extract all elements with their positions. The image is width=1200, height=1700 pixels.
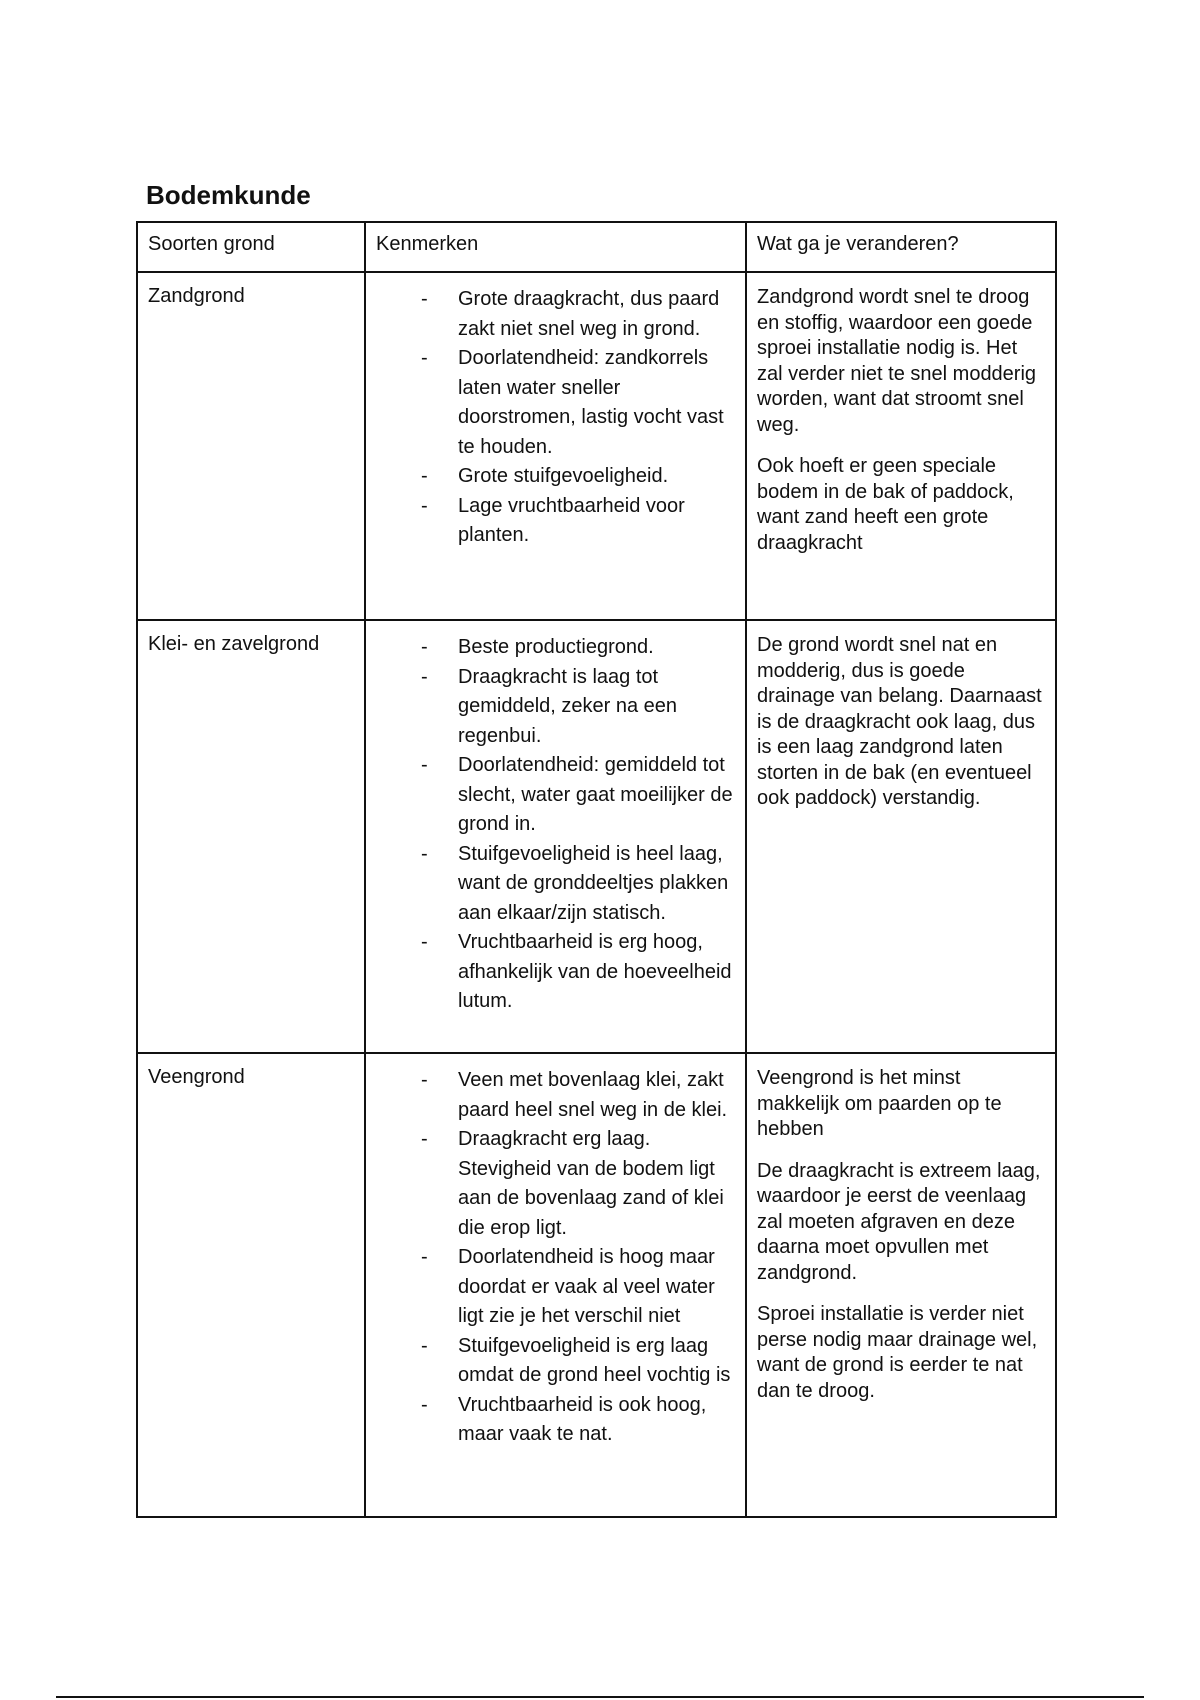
list-item: - Lage vruchtbaarheid voor planten. [376,492,735,551]
features-cell [365,272,746,620]
change-paragraph: Ook hoeft er geen speciale bodem in de bak of paddock, want zand heeft een grote draagkracht [757,455,1014,554]
bullet-dash: - [421,494,428,517]
changes-cell [746,620,1056,1053]
features-list [376,633,735,1017]
bullet-dash: - [421,931,428,953]
list-item: - Grote draagkracht, dus paard zakt niet snel weg in grond. [376,285,735,344]
features-cell [365,1053,746,1517]
bullet-dash: - [421,1246,428,1268]
bullet-dash: - [421,465,428,487]
list-item: - Stuifgevoeligheid is heel laag, want de gronddeeltjes plakken aan elkaar/zijn statisch. [376,840,735,929]
list-item: - Doorlatendheid: zandkorrels laten water sneller doorstromen, lastig vocht vast te houden. [376,344,735,462]
header-soil-type: Soorten grond [137,222,365,272]
list-item: - Doorlatendheid: gemiddeld tot slecht, water gaat moeilijker de grond in. [376,751,735,840]
bullet-dash: - [421,754,428,776]
list-item: - Stuifgevoeligheid is erg laag omdat de grond heel vochtig is [376,1332,735,1391]
features-list [376,1066,735,1450]
features-cell [365,620,746,1053]
change-paragraph: De grond wordt snel nat en modderig, dus is goede drainage van belang. Daarnaast is de draagkracht ook laag, dus is een laag zandgrond laten storten in de bak (en eventueel ook paddock) verstandig. [757,634,1042,809]
table-row [137,1053,1056,1517]
list-item: - Draagkracht is laag tot gemiddeld, zeker na een regenbui. [376,663,735,752]
list-item: - Doorlatendheid is hoog maar doordat er vaak al veel water ligt zie je het verschil niet [376,1243,735,1332]
table-row [137,272,1056,620]
change-paragraph: Sproei installatie is verder niet perse nodig maar drainage wel, want de grond is eerder te nat dan te droog. [757,1303,1038,1402]
list-item: - Vruchtbaarheid is erg hoog, afhankelijk van de hoeveelheid lutum. [376,928,735,1017]
change-paragraph: Zandgrond wordt snel te droog en stoffig, waardoor een goede sproei installatie nodig is. Het zal verder niet te snel modderig worden, want dat stroomt snel weg. [757,286,1037,436]
list-item: - Grote stuifgevoeligheid. [376,462,735,492]
bullet-dash: - [421,665,428,688]
list-item: - Vruchtbaarheid is ook hoog, maar vaak te nat. [376,1391,735,1450]
changes-cell [746,1053,1056,1517]
features-list [376,285,735,551]
list-item: - Beste productiegrond. [376,633,735,663]
change-paragraph: De draagkracht is extreem laag, waardoor je eerst de veenlaag zal moeten afgraven en deze daarna moet opvullen met zandgrond. [757,1159,1041,1284]
bullet-dash: - [421,1128,428,1150]
list-item: - Veen met bovenlaag klei, zakt paard heel snel weg in de klei. [376,1066,735,1125]
bullet-dash: - [421,1393,428,1416]
bullet-dash: - [421,842,428,865]
soil-type-cell: Klei- en zavelgrond [137,620,365,1053]
table-header-row [137,222,1056,272]
soil-table [136,221,1057,1518]
bullet-dash: - [421,1334,428,1357]
soil-type-cell: Veengrond [137,1053,365,1517]
bullet-dash: - [421,636,428,658]
bullet-dash: - [421,288,428,310]
bottom-rule [56,1696,1144,1698]
list-item: - Draagkracht erg laag. Stevigheid van de bodem ligt aan de bovenlaag zand of klei die erop ligt. [376,1125,735,1243]
bullet-dash: - [421,347,428,369]
soil-type-cell: Zandgrond [137,272,365,620]
header-changes: Wat ga je veranderen? [746,222,1056,272]
table-row [137,620,1056,1053]
page-title: Bodemkunde [146,180,311,210]
header-features: Kenmerken [365,222,746,272]
change-paragraph: Veengrond is het minst makkelijk om paarden op te hebben [757,1067,1002,1140]
bullet-dash: - [421,1069,428,1091]
changes-cell [746,272,1056,620]
